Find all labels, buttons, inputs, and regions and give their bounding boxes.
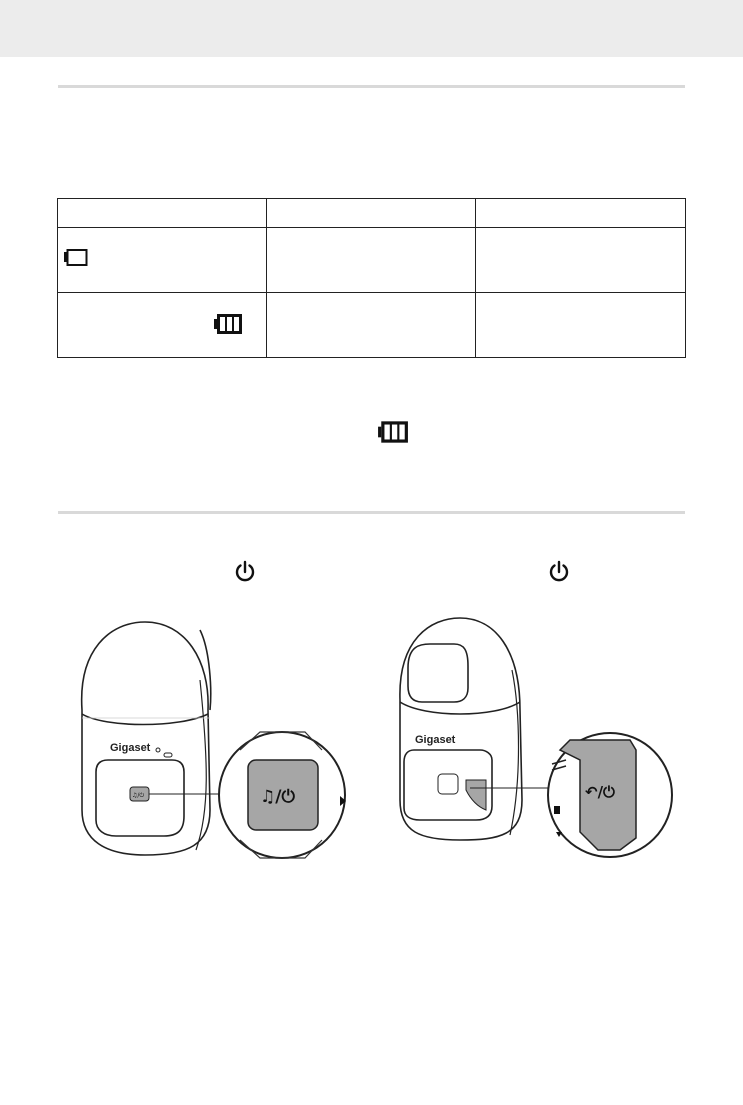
battery-empty-icon bbox=[63, 249, 88, 267]
brand-logo: Gigaset bbox=[110, 742, 151, 754]
page-header-band bbox=[0, 0, 743, 57]
parent-unit-illustration bbox=[380, 610, 690, 870]
section-divider-bottom bbox=[58, 511, 685, 514]
table-header-cell bbox=[476, 199, 686, 228]
table-header-cell bbox=[58, 199, 267, 228]
baby-unit-illustration bbox=[60, 610, 360, 870]
table-cell bbox=[267, 228, 476, 293]
back-power-button-zoom-label: ↶/⏻ bbox=[585, 783, 615, 801]
table-cell bbox=[476, 228, 686, 293]
music-power-button-label: ♫/⏻ bbox=[132, 792, 145, 799]
table-row bbox=[58, 293, 686, 358]
music-power-button-zoom-label: ♫/⏻ bbox=[260, 787, 295, 807]
table-cell bbox=[58, 228, 267, 293]
battery-full-icon bbox=[377, 420, 409, 444]
table-cell bbox=[58, 293, 267, 358]
table-header-row bbox=[58, 199, 686, 228]
power-icon bbox=[547, 560, 571, 584]
battery-full-icon bbox=[213, 313, 243, 335]
table-cell bbox=[267, 293, 476, 358]
section-divider-top bbox=[58, 85, 685, 88]
power-icon bbox=[233, 560, 257, 584]
table-row bbox=[58, 228, 686, 293]
battery-status-table bbox=[57, 198, 686, 358]
table-header-cell bbox=[267, 199, 476, 228]
table-cell bbox=[476, 293, 686, 358]
brand-logo: Gigaset bbox=[415, 734, 456, 746]
